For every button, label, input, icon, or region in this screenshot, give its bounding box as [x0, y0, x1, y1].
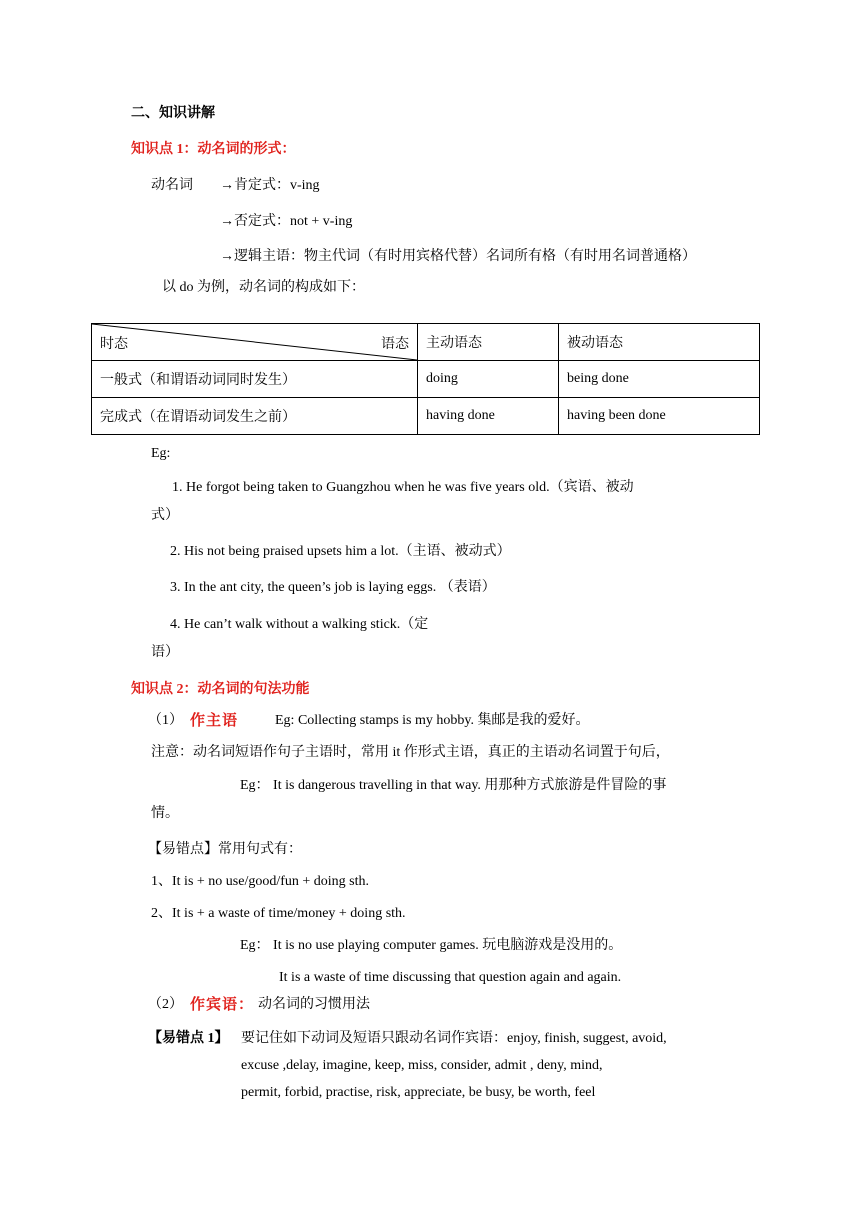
subject-note-example-cont: 情。 [151, 806, 179, 821]
form-negative: →否定式：not + v-ing [220, 214, 353, 229]
header-voice: 语态 [381, 337, 409, 352]
form-logical-subject: →逻辑主语：物主代词（有时用宾格代替）名词所有格（有时用名词普通格） [220, 249, 696, 264]
form-label: 动名词 [151, 178, 193, 193]
subject-example: Eg: Collecting stamps is my hobby. 集邮是我的爱好。 [275, 713, 590, 728]
kp1-title: 知识点 1：动名词的形式： [131, 142, 296, 157]
error-point-title: 【易错点】常用句式有： [148, 842, 302, 857]
subject-note-example: Eg： It is dangerous travelling in that way. 用那种方式旅游是件冒险的事 [240, 778, 667, 793]
row-tense: 一般式（和谓语动词同时发生） [92, 361, 418, 398]
intro-text: 以 do 为例，动名词的构成如下： [162, 280, 365, 295]
row-active: having done [418, 398, 559, 435]
example-4-cont: 语） [151, 645, 179, 660]
table-header-row [92, 324, 760, 361]
pattern-example-1: Eg： It is no use playing computer games. 玩电脑游戏是没用的。 [240, 938, 623, 953]
table-row [92, 361, 760, 398]
row-passive: being done [559, 361, 760, 398]
example-4: 4. He can’t walk without a walking stick.（定 [170, 617, 429, 632]
row-passive: having been done [559, 398, 760, 435]
object-verbs-line-3: permit, forbid, practise, risk, appreciate, be busy, be worth, feel [241, 1085, 596, 1100]
object-verbs-line-2: excuse ,delay, imagine, keep, miss, consider, admit , deny, mind, [241, 1058, 603, 1073]
object-desc: 动名词的习惯用法 [258, 997, 370, 1012]
pattern-1: 1、It is + no use/good/fun + doing sth. [151, 874, 370, 889]
header-passive: 被动语态 [559, 324, 760, 361]
kp2-title: 知识点 2：动名词的句法功能 [131, 682, 310, 697]
pattern-example-2: It is a waste of time discussing that question again and again. [279, 970, 622, 985]
object-error-title: 【易错点 1】 [148, 1031, 229, 1046]
table-row [92, 398, 760, 435]
eg-label: Eg: [151, 446, 171, 461]
row-tense: 完成式（在谓语动词发生之前） [92, 398, 418, 435]
object-verbs-line-1: 要记住如下动词及短语只跟动名词作宾语：enjoy, finish, suggest, avoid, [241, 1031, 667, 1046]
pattern-2: 2、It is + a waste of time/money + doing sth. [151, 906, 406, 921]
subject-number: （1） [148, 713, 183, 728]
subject-label: 作主语 [190, 713, 239, 729]
section-title: 二、知识讲解 [131, 106, 215, 121]
object-label: 作宾语： [190, 997, 255, 1013]
header-active: 主动语态 [418, 324, 559, 361]
object-number: （2） [148, 997, 183, 1012]
gerund-form-table [91, 323, 760, 435]
example-1-cont: 式） [151, 508, 179, 523]
header-tense: 时态 [100, 337, 128, 352]
row-active: doing [418, 361, 559, 398]
subject-note: 注意：动名词短语作句子主语时，常用 it 作形式主语，真正的主语动名词置于句后， [151, 745, 670, 760]
example-1: 1. He forgot being taken to Guangzhou when he was five years old.（宾语、被动 [172, 480, 634, 495]
example-2: 2. His not being praised upsets him a lot.（主语、被动式） [170, 544, 511, 559]
form-affirmative: →肯定式：v-ing [220, 178, 320, 193]
example-3: 3. In the ant city, the queen’s job is laying eggs. （表语） [170, 580, 496, 595]
table-diagonal-header [92, 324, 418, 361]
diagonal-line [92, 324, 417, 360]
